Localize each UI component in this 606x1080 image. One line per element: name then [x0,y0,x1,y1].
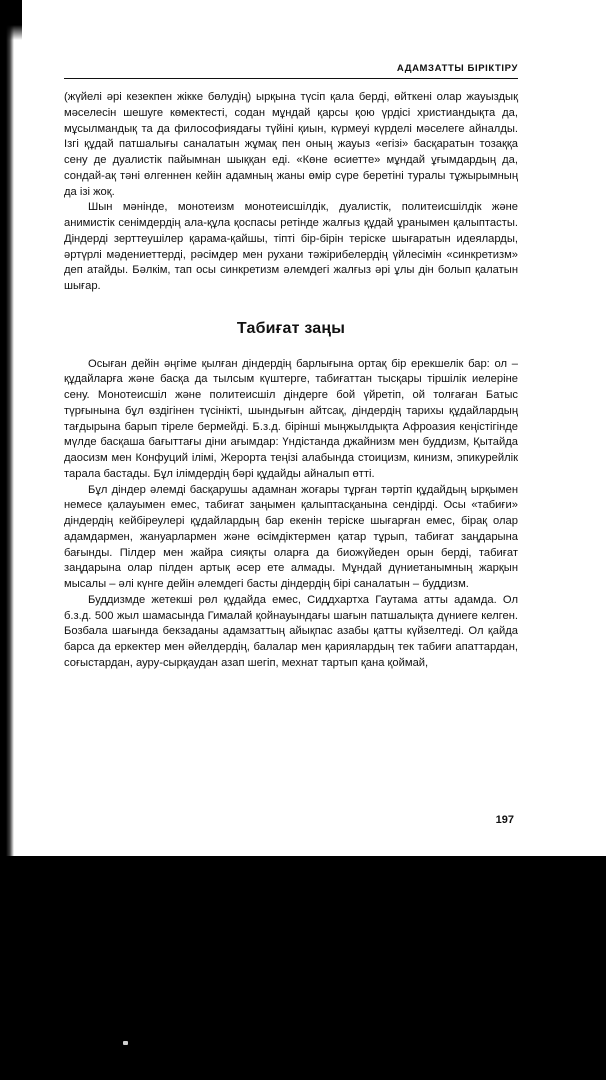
paragraph: Осыған дейін әңгіме қылған діндердің барлығына ортақ бір ерекшелік бар: ол – құдайларға және басқа да тылсым күштерге, табиғаттан тысқары тіршілік иелеріне сену. Монотеисшіл және политеисшіл діндерге бой үйретіп, ой толғаған Батыс түрғынына бұл өздігінен түсінікті, шындығын айтсақ, діндердің тарихы құдайлардың тағдырына барып тіреле бермейді. Б.з.д. бірінші мыңжылдықта Афроазия кеңістігінде мүлде басқаша бағыттағы діни ағымдар: Үндістанда джайнизм мен буддизм, Қытайда даосизм мен Конфуций ілімі, Жерорта теңізі алабында стоицизм, кинизм, эпикурейлік тарала бастады. Бұл ілімдердің бәрі құдайды айналып өтті. [64,357,518,480]
page-body [64,90,518,672]
paragraph: Шын мәнінде, монотеизм монотеисшілдік, дуалистік, политеисшілдік және анимистік сенімдердің ала-құла қоспасы ретінде жалғыз құдай ұранымен қалыптасты. Діндерді зерттеушілер қарама-қайшы, тіпті бір-бірін теріске шығаратын идеяларды, әртүрлі мәдениеттерді, рәсімдер мен рухани тәжірибелердің үйлесімін «синкретизм» деп атайды. Бәлкім, тап осы синкретизм әлемдегі жалғыз әрі ұлы дін болып қалатын шығар. [64,201,518,292]
page-number: 197 [495,814,514,826]
paragraph: Бұл діндер әлемді басқарушы адамнан жоғары тұрған тәртіп құдайдың ырқымен немесе қалауымен емес, табиғат заңымен қалыптасқанына сендірді. Осы «табиғи» діндердің кейбіреулері құдайлардың бар екенін теріске шығарған емес, бірақ олар адамдармен, жануарлармен және өсімдіктермен қатар тұрып, табиғат заңдарына бағынды. Пілдер мен жайра сияқты оларға да биожүйеден орын берді, табиғат заңдарына олар пілден артық әсер ете алмады. Мұндай дүниетанымның жарқын мысалы – әлі күнге дейін әлемдегі басты діндердің бірі саналатын – буддизм. [64,483,518,590]
header-rule [64,78,518,79]
paragraph: Буддизмде жетекші рөл құдайда емес, Сиддхартха Гаутама атты адамда. Ол б.з.д. 500 жыл шамасында Гималай қойнауындағы шағын патшалықта дүниеге келген. Бозбала шағында бекзаданы адамзаттың айықпас азабы қатты күйзелтеді. Ол қайда барса да еркектер мен әйелдердің, балалар мен қариялардың тек табиғи апаттардан, соғыстардан, ауру-сырқаудан азап шегіп, мехнат тартып қана қоймай, [64,593,518,669]
section-title: Табиғат заңы [236,319,346,337]
binding-shadow-top [0,0,22,40]
paragraph-continued: (жүйелі әрі кезекпен жікке бөлудің) ырқына түсіп қала берді, өйткені олар жауыздық мәселесін шешуге көмектесті, содан мұндай қарсы қою үрдісі христиандықта да, мұсылмандық та да философиядағы түйіні қиын, күрмеуі күрделі мәселеге айналды. Ізгі құдай патшалығы саналатын жұмақ пен оның жауыз «егізі» басқаратын тозаққа сену де дуалистік пайымнан шыққан еді. «Көне өсиетте» мұндай ұғымдардың да, сондай-ақ тәні өлгеннен кейін адамның жаны өмір сүре беретіні туралы тұжырымның да ізі жоқ. [64,91,518,198]
running-header: АДАМЗАТТЫ БІРІКТІРУ [396,63,518,74]
binding-shadow [0,0,14,856]
scan-artifact [123,1041,128,1045]
